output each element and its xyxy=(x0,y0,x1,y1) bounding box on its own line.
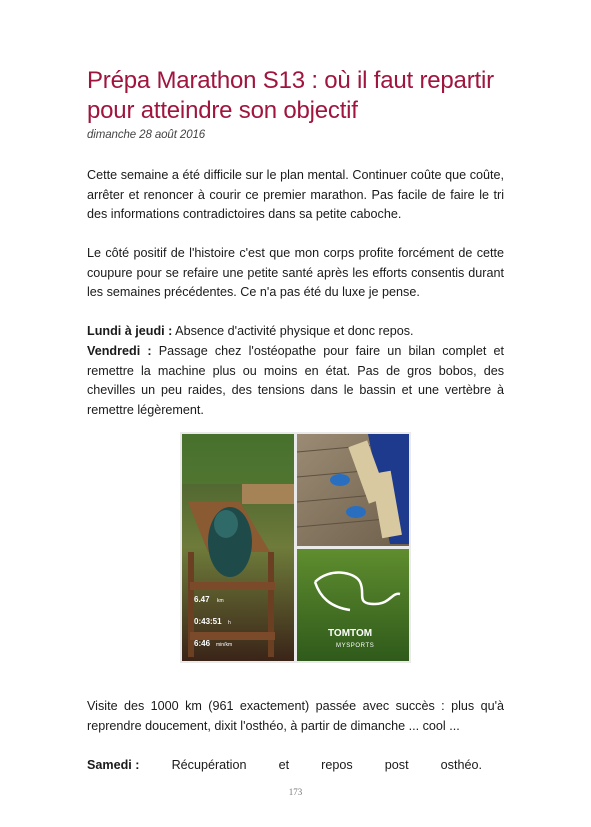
stat-duration-value: 0:43:51 xyxy=(194,617,222,626)
paragraph-visit: Visite des 1000 km (961 exactement) passée avec succès : plus qu'à reprendre doucement, dixit l'osthéo, à partir de dimanche ... cool ... xyxy=(87,699,504,733)
entry-label: Lundi à jeudi : xyxy=(87,324,173,338)
page-number: 173 xyxy=(288,787,303,797)
saturday-word: post xyxy=(384,758,409,772)
photo-collage xyxy=(180,432,411,663)
stat-distance-value: 6.47 xyxy=(194,595,210,604)
stat-distance-unit: km xyxy=(217,598,224,604)
saturday-word: Récupération xyxy=(171,758,247,772)
saturday-word: osthéo. xyxy=(440,758,482,772)
entry-friday xyxy=(87,342,504,420)
paragraph-intro: Cette semaine a été difficile sur le plan mental. Continuer coûte que coûte, arrêter et renoncer à courir ce premier marathon. Pas facile de faire le tri des informations contradictoires dans sa petite caboche. xyxy=(87,168,504,222)
article-title: Prépa Marathon S13 : où il faut repartir pour atteindre son objectif xyxy=(87,67,494,124)
article-date: dimanche 28 août 2016 xyxy=(87,129,206,141)
entry-label: Vendredi : xyxy=(87,344,152,358)
collage-image xyxy=(180,432,411,663)
entry-saturday xyxy=(87,756,504,776)
entry-monday-thursday xyxy=(87,322,504,342)
garden-chair-photo xyxy=(182,434,294,661)
entry-label: Samedi : xyxy=(87,758,140,772)
shoes-on-deck-photo xyxy=(297,434,409,546)
saturday-word: repos xyxy=(321,758,353,772)
brand-name: TOMTOM xyxy=(328,628,373,639)
entry-text: Absence d'activité physique et donc repos. xyxy=(172,324,414,338)
saturday-word: et xyxy=(278,758,290,772)
brand-sub: MYSPORTS xyxy=(336,643,375,649)
stat-pace-value: 6:46 xyxy=(194,639,211,648)
paragraph-positive: Le côté positif de l'histoire c'est que mon corps profite forcément de cette coupure pour se refaire une petite santé après les efforts consentis durant les semaines précédentes. Ce n'a pas été du luxe je pense. xyxy=(87,246,504,300)
entry-text: Passage chez l'ostéopathe pour faire un bilan complet et remettre la machine plus ou moins en état. Pas de gros bobos, des chevilles un peu raides, des tensions dans le bassin et une vertèbre à remettre légèrement. xyxy=(87,344,504,417)
stat-pace-unit: min/km xyxy=(216,642,233,648)
stat-duration-unit: h xyxy=(228,620,231,626)
